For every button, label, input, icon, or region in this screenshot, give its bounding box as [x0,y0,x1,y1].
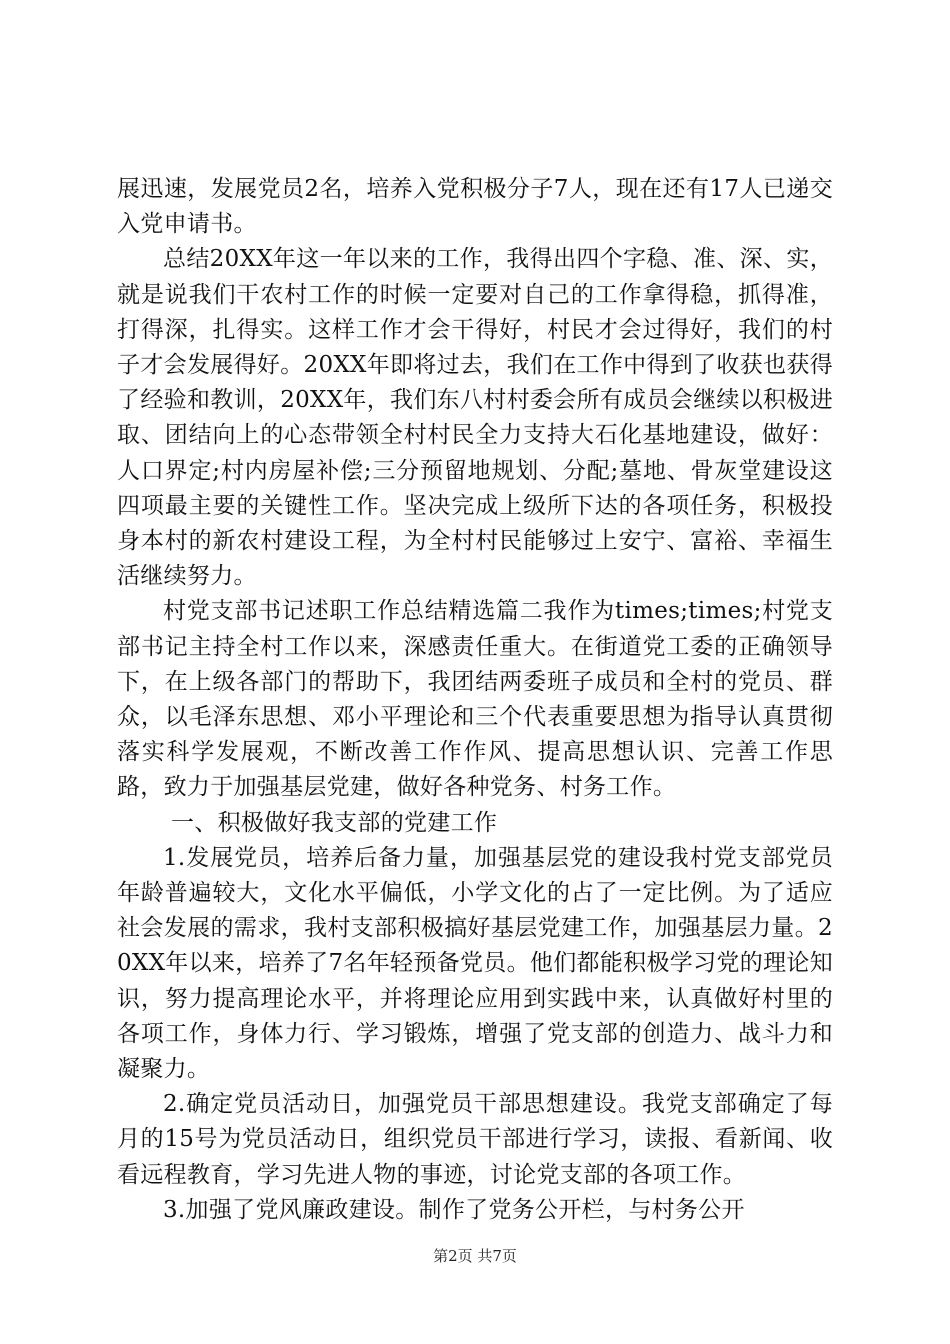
section-heading: 一、积极做好我支部的党建工作 [171,809,498,836]
paragraph-item-3: 3.加强了党风廉政建设。制作了党务公开栏，与村务公开 [163,1196,745,1223]
page-number-footer: 第2页 共7页 [433,1247,517,1265]
paragraph-item-2: 2.确定党员活动日，加强党员干部思想建设。我党支部确定了每月的15号为党员活动日，组织党员干部进行学习，读报、看新闻、收看远程教育，学习先进人物的事迹，讨论党支部的各项工作。 [117,1091,833,1188]
paragraph-summary: 总结20XX年这一年以来的工作，我得出四个字稳、准、深、实，就是说我们干农村工作的时候一定要对自己的工作拿得稳，抓得准，打得深，扎得实。这样工作才会干得好，村民才会过得好，我们的村子才会发展得好。20XX年即将过去，我们在工作中得到了收获也获得了经验和教训，20XX年，我们东八村村委会所有成员会继续以积极进取、团结向上的心态带领全村村民全力支持大石化基地建设，做好：人口界定;村内房屋补偿;三分预留地规划、分配;墓地、骨灰堂建设这四项最主要的关键性工作。坚决完成上级所下达的各项任务，积极投身本村的新农村建设工程，为全村村民能够过上安宁、富裕、幸福生活继续努力。 [117,246,833,590]
paragraph-item-1: 1.发展党员，培养后备力量，加强基层党的建设我村党支部党员年龄普遍较大，文化水平偏低，小学文化的占了一定比例。为了适应社会发展的需求，我村支部积极搞好基层党建工作，加强基层力量。20XX年以来，培养了7名年轻预备党员。他们都能积极学习党的理论知识，努力提高理论水平，并将理论应用到实践中来，认真做好村里的各项工作，身体力行、学习锻炼，增强了党支部的创造力、战斗力和凝聚力。 [117,844,833,1083]
paragraph-article-two-intro: 村党支部书记述职工作总结精选篇二我作为times;times;村党支部书记主持全村工作以来，深感责任重大。在街道党工委的正确领导下，在上级各部门的帮助下，我团结两委班子成员和全村的党员、群众，以毛泽东思想、邓小平理论和三个代表重要思想为指导认真贯彻落实科学发展观，不断改善工作作风、提高思想认识、完善工作思路，致力于加强基层党建，做好各种党务、村务工作。 [117,598,833,801]
document-body [117,172,833,1228]
paragraph-continuation: 展迅速，发展党员2名，培养入党积极分子7人，现在还有17人已递交入党申请书。 [117,176,833,238]
